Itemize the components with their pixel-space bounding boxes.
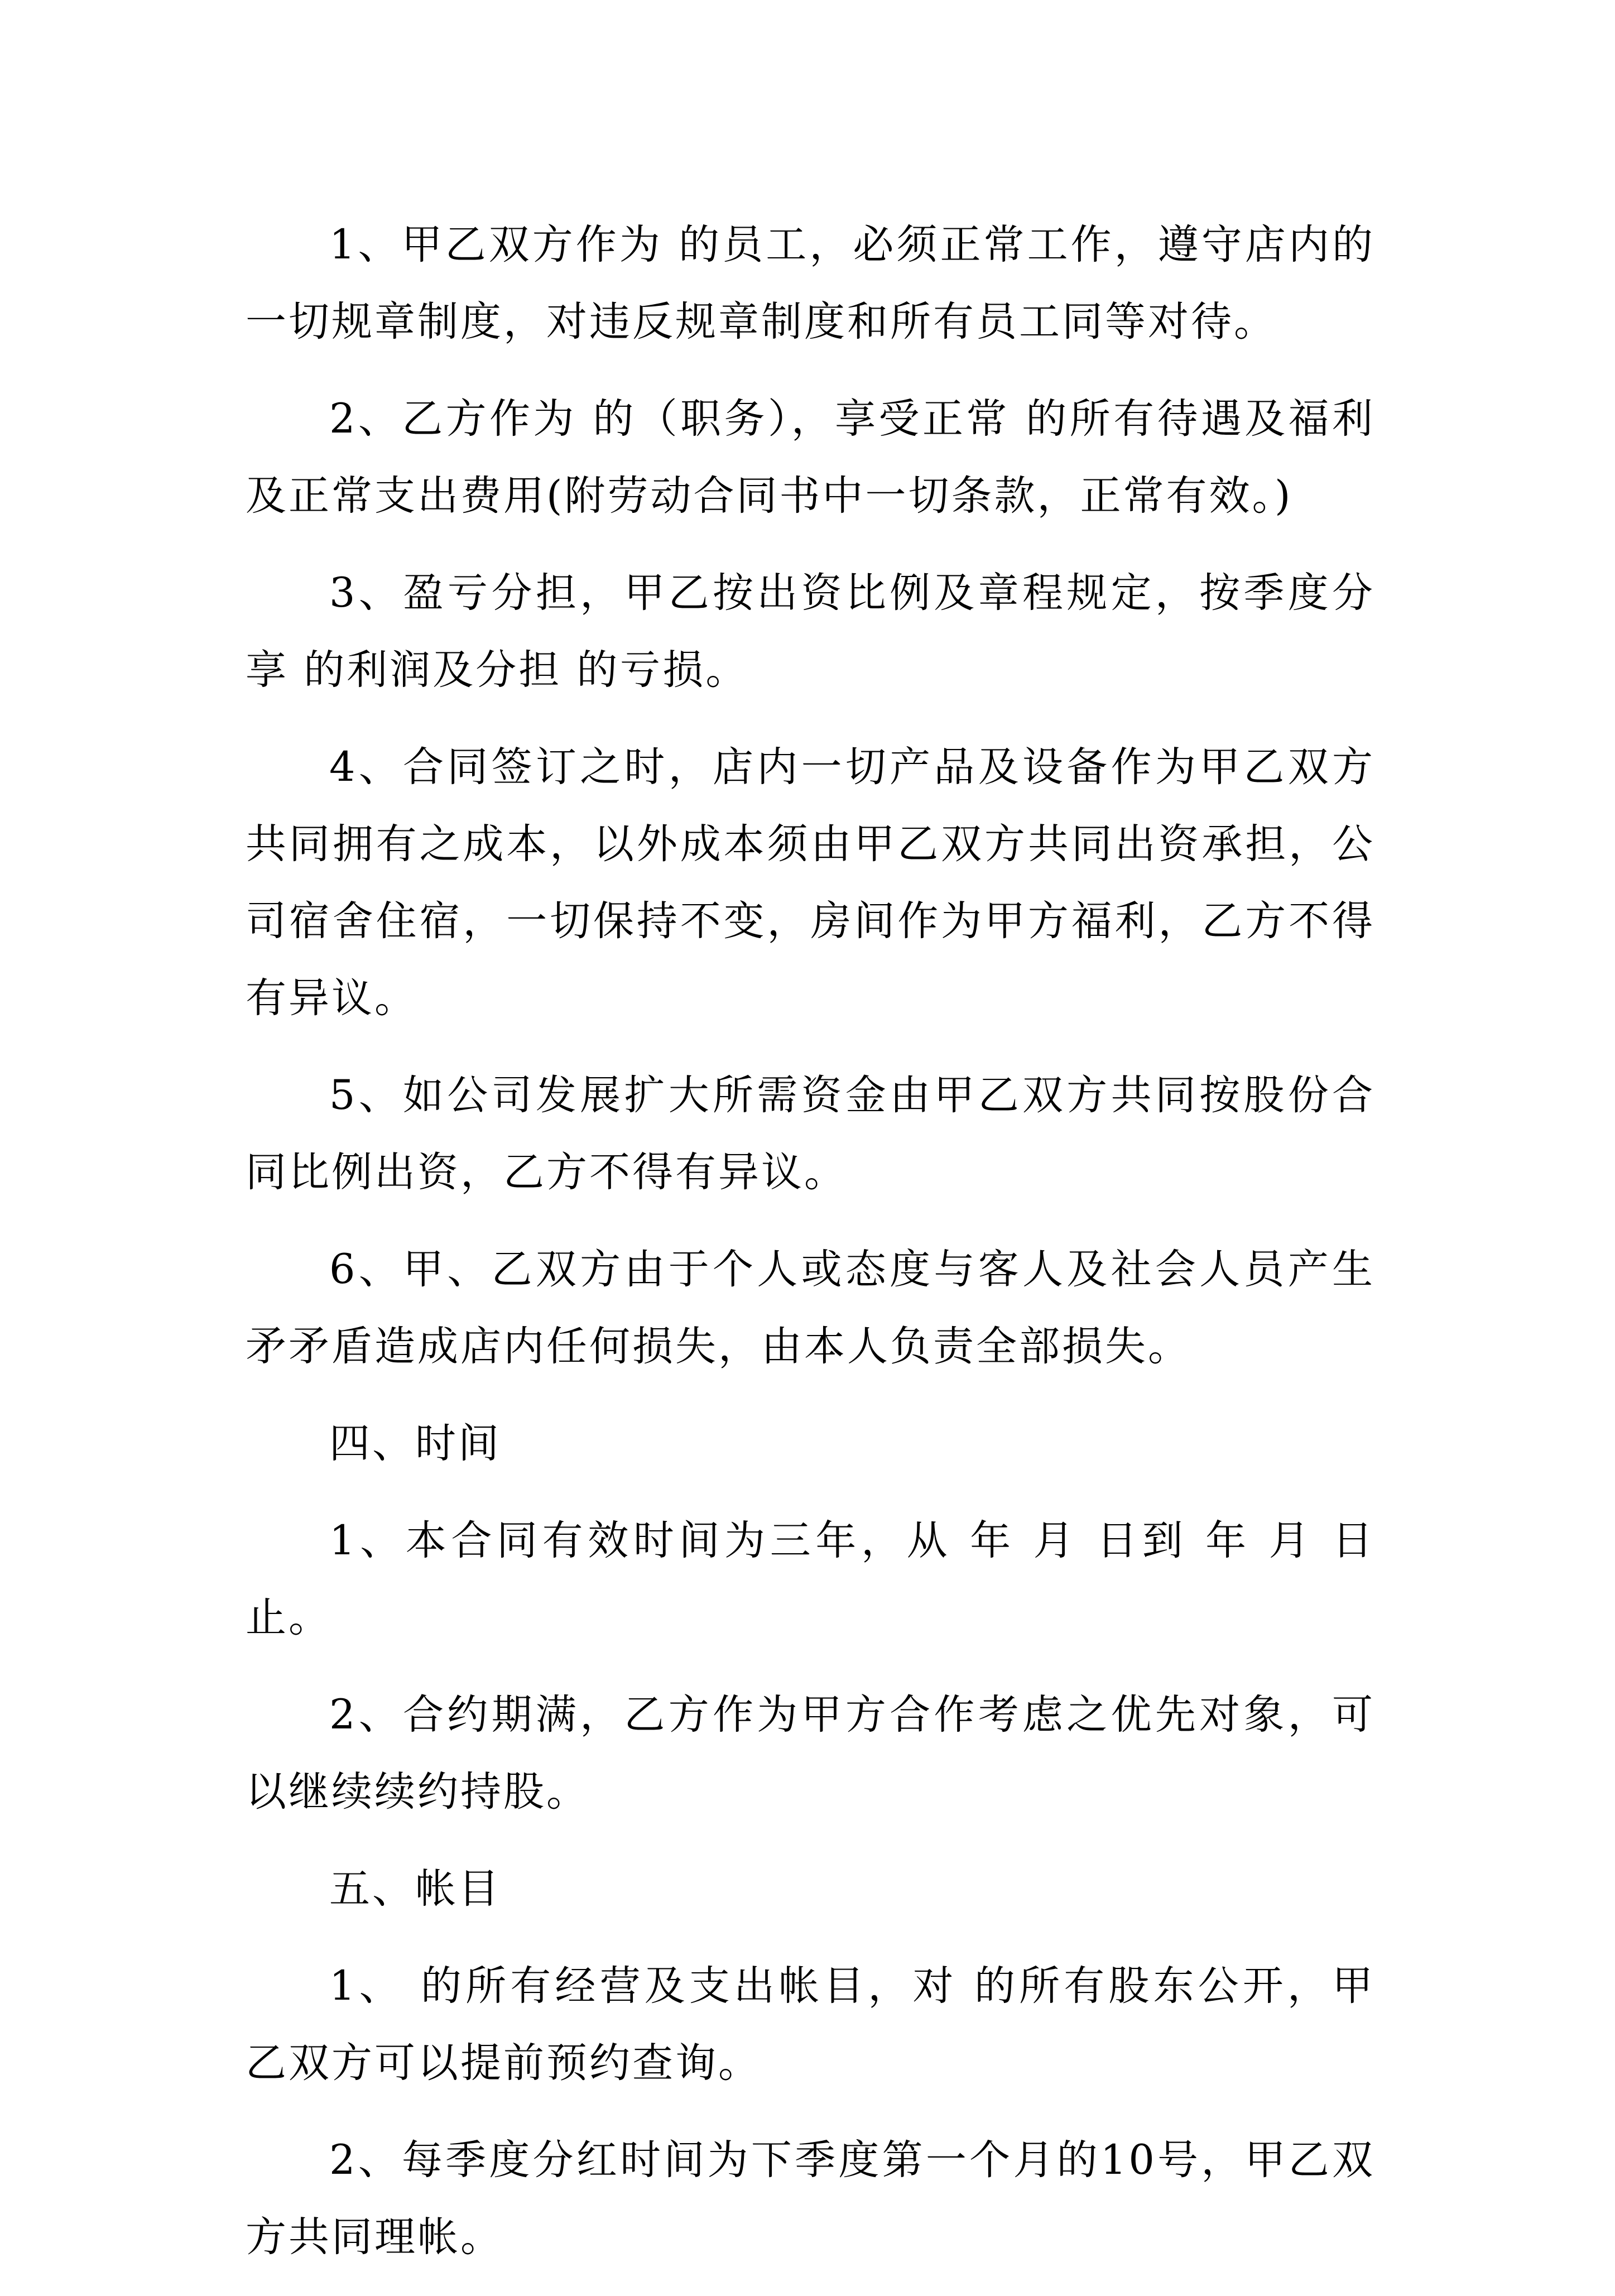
clause-paragraph: 2、每季度分红时间为下季度第一个月的10号，甲乙双方共同理帐。 (246, 2136, 1375, 2261)
clause-paragraph: 6、甲、乙双方由于个人或态度与客人及社会人员产生矛矛盾造成店内任何损失，由本人负责全部损失。 (246, 1246, 1375, 1370)
clause-paragraph: 4、合同签订之时，店内一切产品及设备作为甲乙双方共同拥有之成本，以外成本须由甲乙双方共同出资承担，公司宿舍住宿，一切保持不变，房间作为甲方福利，乙方不得有异议。 (246, 743, 1375, 1022)
clause-paragraph: 2、乙方作为 的（职务），享受正常 的所有待遇及福利及正常支出费用(附劳动合同书中一切条款，正常有效。) (246, 395, 1375, 520)
clause-paragraph: 5、如公司发展扩大所需资金由甲乙双方共同按股份合同比例出资，乙方不得有异议。 (246, 1072, 1375, 1196)
clause-paragraph: 1、本合同有效时间为三年，从 年 月 日到 年 月 日止。 (246, 1517, 1375, 1641)
document-body (246, 206, 1375, 2296)
section-heading: 四、时间 (329, 1420, 501, 1467)
clause-paragraph: 1、甲乙双方作为 的员工，必须正常工作，遵守店内的一切规章制度，对违反规章制度和所有员工同等对待。 (246, 221, 1375, 345)
clause-paragraph: 2、合约期满，乙方作为甲方合作考虑之优先对象，可以继续续约持股。 (246, 1691, 1375, 1815)
clause-paragraph: 1、 的所有经营及支出帐目，对 的所有股东公开，甲乙双方可以提前预约查询。 (246, 1962, 1375, 2087)
clause-paragraph: 3、盈亏分担，甲乙按出资比例及章程规定，按季度分享 的利润及分担 的亏损。 (246, 569, 1375, 694)
section-heading: 五、帐目 (329, 1865, 501, 1913)
